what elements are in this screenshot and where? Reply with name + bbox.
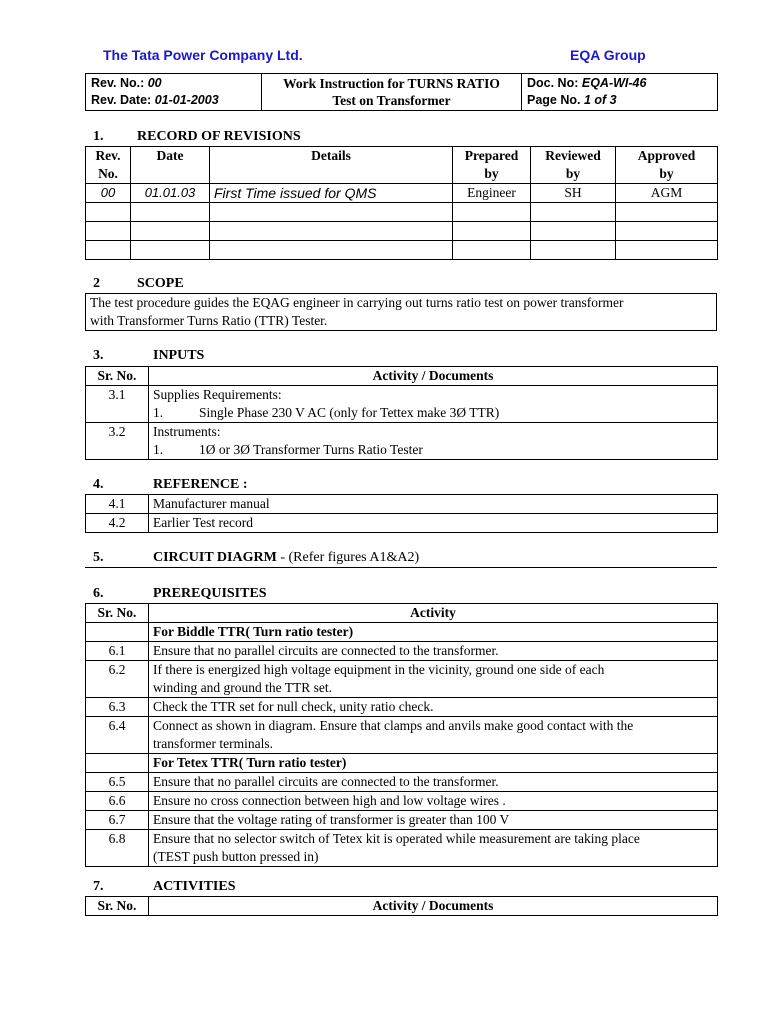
doc-info: Doc. No: EQA-WI-46 Page No. 1 of 3 xyxy=(522,74,718,111)
table-row: 6.8 Ensure that no selector switch of Tetex kit is operated while measurement are taking place (TEST push button pressed in) xyxy=(86,830,718,867)
group-name: EQA Group xyxy=(570,47,646,63)
tetex-heading: For Tetex TTR( Turn ratio tester) xyxy=(149,754,718,773)
section-inputs-heading: 3. INPUTS xyxy=(93,348,205,363)
col-date: Date xyxy=(131,147,210,184)
prerequisites-table: Sr. No. Activity For Biddle TTR( Turn ratio tester) 6.1 Ensure that no parallel circuits are connected to the transformer. 6.2 If there is energized high voltage equipment in the vicinity, ground one side of each winding and ground the TTR set. 6.3 Check the TTR set for null check, unity ratio check. 6.4 Connect as shown in diagram. Ensure that clamps and anvils make good contact with the transformer terminals. For Tetex TTR( Turn ratio tester) 6.5 Ensure that no parallel circuits are connected to the transformer. 6.6 Ensure no cross connection between high and low voltage wires . 6.7 Ensure that the voltage rating of transformer is greater than 100 V 6.8 Ensure that no selector switch of Tetex kit is operated while measurement are taking place (TEST push button pressed in) xyxy=(85,603,718,867)
table-row xyxy=(86,222,718,241)
page-number: 1 of 3 xyxy=(583,93,617,107)
table-row: 3.2 Instruments: 1. 1Ø or 3Ø Transformer Turns Ratio Tester xyxy=(86,423,718,460)
inputs-table: Sr. No. Activity / Documents 3.1 Supplies Requirements: 1. Single Phase 230 V AC (only for Tettex make 3Ø TTR) 3.2 Instruments: 1. 1Ø or 3Ø Transformer Turns Ratio Tester xyxy=(85,366,718,460)
table-row: 6.2 If there is energized high voltage equipment in the vicinity, ground one side of each winding and ground the TTR set. xyxy=(86,661,718,698)
reference-table xyxy=(85,494,718,533)
col-prepared: Prepared by xyxy=(453,147,531,184)
section-reference-heading: 4. REFERENCE : xyxy=(93,477,248,492)
document-title: Work Instruction for TURNS RATIO Test on Transformer xyxy=(262,74,522,111)
company-name: The Tata Power Company Ltd. xyxy=(103,47,303,63)
table-row: 6.4 Connect as shown in diagram. Ensure that clamps and anvils make good contact with the transformer terminals. xyxy=(86,717,718,754)
circuit-note: - (Refer figures A1&A2) xyxy=(276,550,420,565)
table-row: 6.5 Ensure that no parallel circuits are connected to the transformer. xyxy=(86,773,718,792)
col-approved: Approved by xyxy=(616,147,718,184)
table-row: 6.7 Ensure that the voltage rating of transformer is greater than 100 V xyxy=(86,811,718,830)
table-row xyxy=(86,241,718,260)
table-row: 6.1 Ensure that no parallel circuits are connected to the transformer. xyxy=(86,642,718,661)
revisions-table xyxy=(85,146,718,260)
biddle-heading: For Biddle TTR( Turn ratio tester) xyxy=(149,623,718,642)
section-revisions-heading: 1. RECORD OF REVISIONS xyxy=(93,129,301,144)
table-row: 4.2 Earlier Test record xyxy=(86,514,718,533)
revision-info: Rev. No.: 00 Rev. Date: 01-01-2003 xyxy=(86,74,262,111)
col-reviewed: Reviewed by xyxy=(531,147,616,184)
document-meta-table xyxy=(85,73,718,111)
rev-date-value: 01-01-2003 xyxy=(154,93,219,107)
table-row: 4.1 Manufacturer manual xyxy=(86,495,718,514)
activities-table: Sr. No. Activity / Documents xyxy=(85,896,718,916)
rev-no-value: 00 xyxy=(147,76,162,90)
table-row: 6.6 Ensure no cross connection between high and low voltage wires . xyxy=(86,792,718,811)
table-row: 3.1 Supplies Requirements: 1. Single Phase 230 V AC (only for Tettex make 3Ø TTR) xyxy=(86,386,718,423)
scope-text: The test procedure guides the EQAG engineer in carrying out turns ratio test on power transformer with Transformer Turns Ratio (TTR) Tester. xyxy=(86,294,717,331)
doc-no-value: EQA-WI-46 xyxy=(581,76,647,90)
table-row: 00 01.01.03 First Time issued for QMS Engineer SH AGM xyxy=(86,184,718,203)
section-activities-heading: 7. ACTIVITIES xyxy=(93,879,236,894)
table-row xyxy=(86,203,718,222)
table-row: 6.3 Check the TTR set for null check, unity ratio check. xyxy=(86,698,718,717)
col-rev-no: Rev. No. xyxy=(86,147,131,184)
section-prereq-heading: 6. PREREQUISITES xyxy=(93,586,267,601)
circuit-divider xyxy=(85,567,717,568)
col-details: Details xyxy=(210,147,453,184)
scope-table xyxy=(85,293,717,331)
section-circuit-heading: 5. CIRCUIT DIAGRM - (Refer figures A1&A2) xyxy=(93,550,420,565)
section-scope-heading: 2 SCOPE xyxy=(93,276,184,291)
